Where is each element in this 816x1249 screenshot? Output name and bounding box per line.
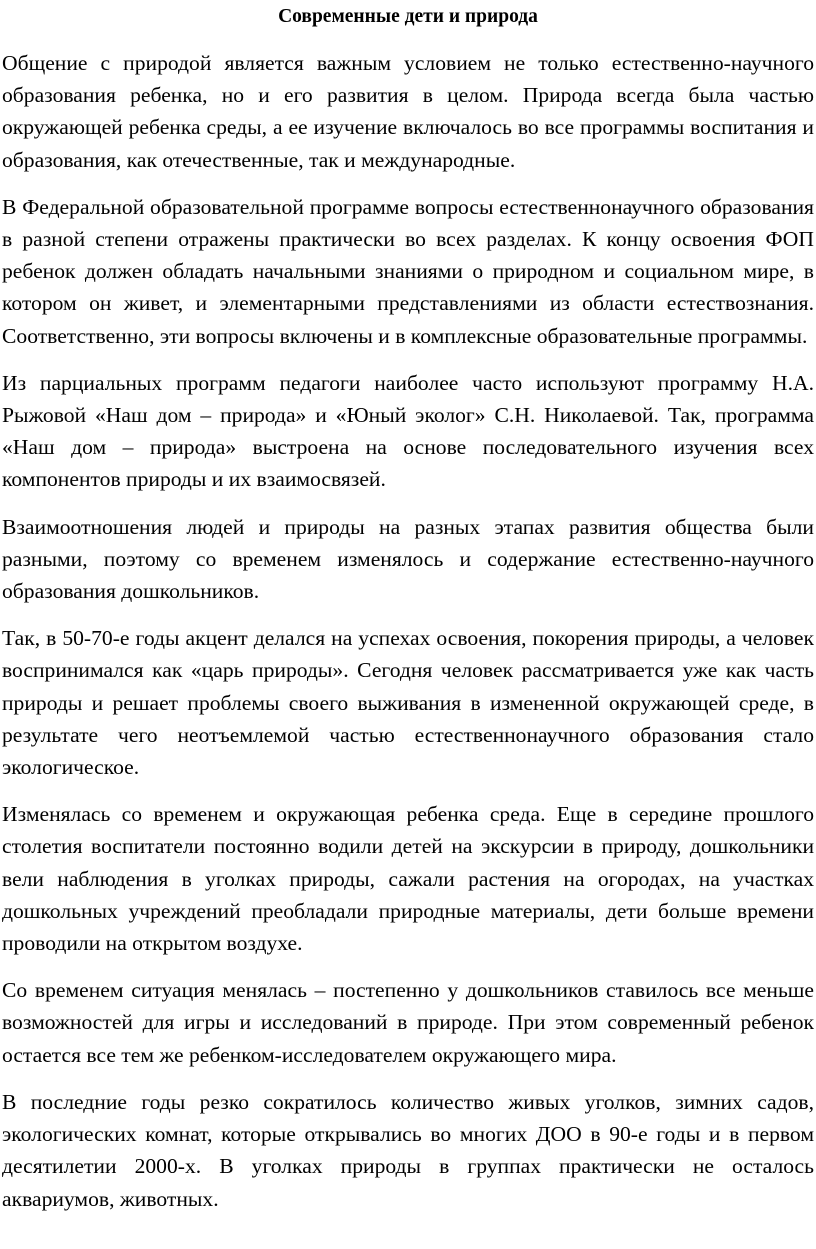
paragraph-5: Так, в 50-70-е годы акцент делался на успехах освоения, покорения природы, а человек воспринимался как «царь природы». Сегодня человек рассматривается уже как часть природы и решает проблемы своего выживания в измененной окружающей среде, в результате чего неотъемлемой частью естественнонаучного образования стало экологическое. (2, 626, 814, 780)
paragraph-6: Изменялась со временем и окружающая ребенка среда. Еще в середине прошлого столетия воспитатели постоянно водили детей на экскурсии в природу, дошкольники вели наблюдения в уголках природы, сажали растения на огородах, на участках дошкольных учреждений преобладали природные материалы, дети больше времени проводили на открытом воздухе. (2, 802, 814, 956)
paragraph-8: В последние годы резко сократилось количество живых уголков, зимних садов, экологических комнат, которые открывались во многих ДОО в 90-е годы и в первом десятилетии 2000-х. В уголках природы в группах практически не осталось аквариумов, животных. (2, 1089, 814, 1211)
paragraph-4: Взаимоотношения людей и природы на разных этапах развития общества были разными, поэтому со временем изменялось и содержание естественно-научного образования дошкольников. (2, 514, 814, 604)
paragraph-2: В Федеральной образовательной программе вопросы естественнонаучного образования в разной степени отражены практически во всех разделах. К концу освоения ФОП ребенок должен обладать начальными знаниями о природном и социальном мире, в котором он живет, и элементарными представлениями из области естествознания. Соответственно, эти вопросы включены и в комплексные образовательные программы. (2, 194, 814, 348)
paragraph-1: Общение с природой является важным условием не только естественно-научного образования ребенка, но и его развития в целом. Природа всегда была частью окружающей ребенка среды, а ее изучение включалось во все программы воспитания и образования, как отечественные, так и международные. (2, 51, 814, 172)
document-title: Современные дети и природа (278, 6, 538, 27)
paragraph-7: Со временем ситуация менялась – постепенно у дошкольников ставилось все меньше возможностей для игры и исследований в природе. При этом современный ребенок остается все тем же ребенком-исследователем окружающего мира. (2, 978, 814, 1067)
paragraph-3: Из парциальных программ педагоги наиболее часто используют программу Н.А. Рыжовой «Наш дом – природа» и «Юный эколог» С.Н. Николаевой. Так, программа «Наш дом – природа» выстроена на основе последовательного изучения всех компонентов природы и их взаимосвязей. (2, 370, 814, 492)
